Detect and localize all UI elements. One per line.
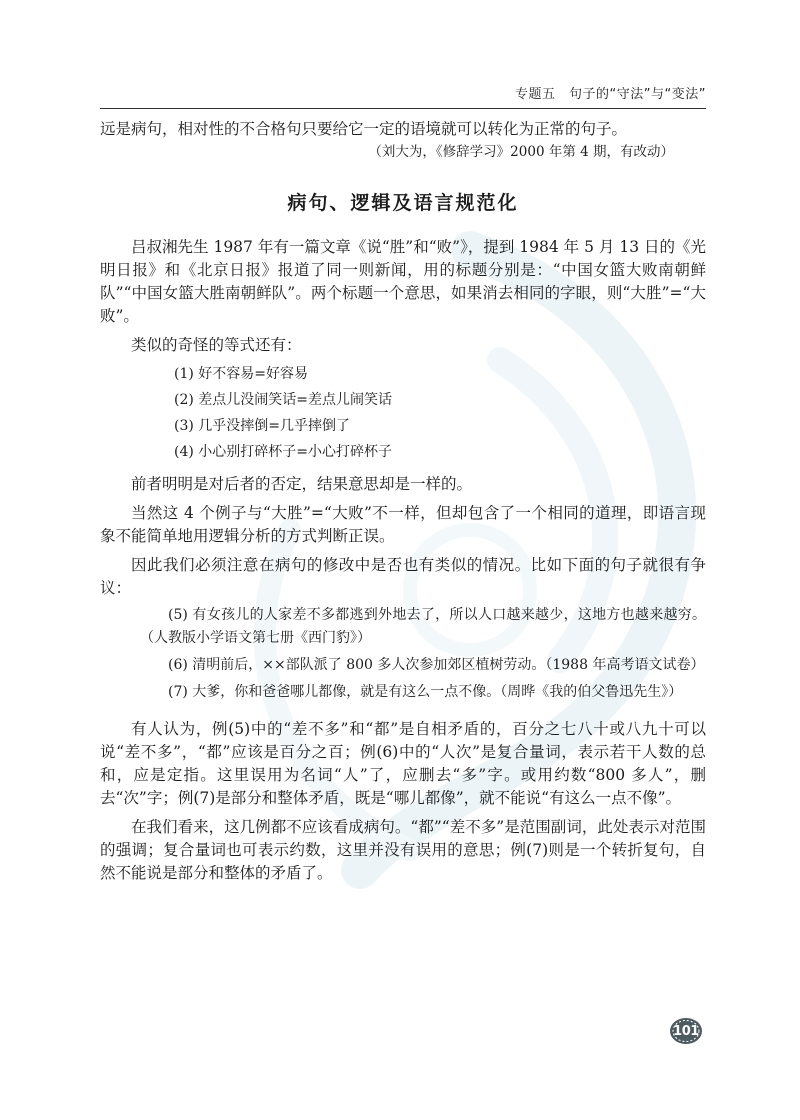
section-title: 病句、逻辑及语言规范化 (287, 192, 519, 214)
page-number-badge (668, 1016, 704, 1046)
paragraph-7: 在我们看来，这几例都不应该看成病句。“都”“差不多”是范围副词，此处表示对范围的强调；复合量词也可表示约数，这里并没有误用的意思；例(7)则是一个转折复句，自然不能说是部分和整体的矛盾了。 (100, 818, 706, 882)
paragraph-6: 有人认为，例(5)中的“差不多”和“都”是自相矛盾的，百分之七八十或八九十可以说“差不多”，“都”应该是百分之百；例(6)中的“人次”是复合量词，表示若干人数的总和，应是定指。这里误用为名词“人”了，应删去“多”字。或用约数“800 多人”，删去“次”字；例(7)是部分和整体矛盾，既是“哪儿都像”，就不能说“有这么一点不像”。 (100, 720, 706, 807)
paragraph-1: 吕叔湘先生 1987 年有一篇文章《说“胜”和“败”》，提到 1984 年 5 月 13 日的《光明日报》和《北京日报》报道了同一则新闻，用的标题分别是：“中国女篮大败南朝鲜队”“中国女篮大胜南朝鲜队”。两个标题一个意思，如果消去相同的字眼，则“大胜”=“大败”。 (100, 238, 706, 325)
page-number: 101 (673, 1023, 699, 1039)
header-rule (100, 108, 706, 109)
page-body (100, 118, 706, 885)
quote-item-6: (6) 清明前后，××部队派了 800 多人次参加郊区植树劳动。（1988 年高考语文试卷） (168, 657, 705, 673)
paragraph-3: 前者明明是对后者的否定，结果意思却是一样的。 (131, 475, 473, 493)
paragraph-5: 因此我们必须注意在病句的修改中是否也有类似的情况。比如下面的句子就很有争议： (100, 556, 706, 597)
intro-paragraph: 远是病句，相对性的不合格句只要给它一定的语境就可以转化为正常的句子。 (100, 120, 628, 138)
quote-item-7: (7) 大爹，你和爸爸哪儿都像，就是有这么一点不像。（周晔《我的伯父鲁迅先生》） (168, 684, 683, 700)
example-item-4: (4) 小心别打碎杯子=小心打碎杯子 (174, 444, 393, 460)
paragraph-2: 类似的奇怪的等式还有： (131, 336, 302, 354)
quote-item-5: (5) 有女孩儿的人家差不多都逃到外地去了，所以人口越来越少，这地方也越来越穷。（人教版小学语文第七册《西门豹》） (140, 607, 706, 646)
paragraph-4: 当然这 4 个例子与“大胜”=“大败”不一样，但却包含了一个相同的道理，即语言现象不能简单地用逻辑分析的方式判断正误。 (100, 504, 706, 545)
example-item-3: (3) 几乎没摔倒=几乎摔倒了 (174, 418, 351, 434)
running-head: 专题五 句子的“守法”与“变法” (515, 87, 706, 102)
example-list (100, 361, 706, 465)
quoted-examples (100, 604, 706, 704)
example-item-1: (1) 好不容易=好容易 (174, 366, 309, 382)
example-item-2: (2) 差点儿没闹笑话=差点儿闹笑话 (174, 392, 393, 408)
intro-source: （刘大为，《修辞学习》2000 年第 4 期，有改动） (368, 144, 674, 160)
